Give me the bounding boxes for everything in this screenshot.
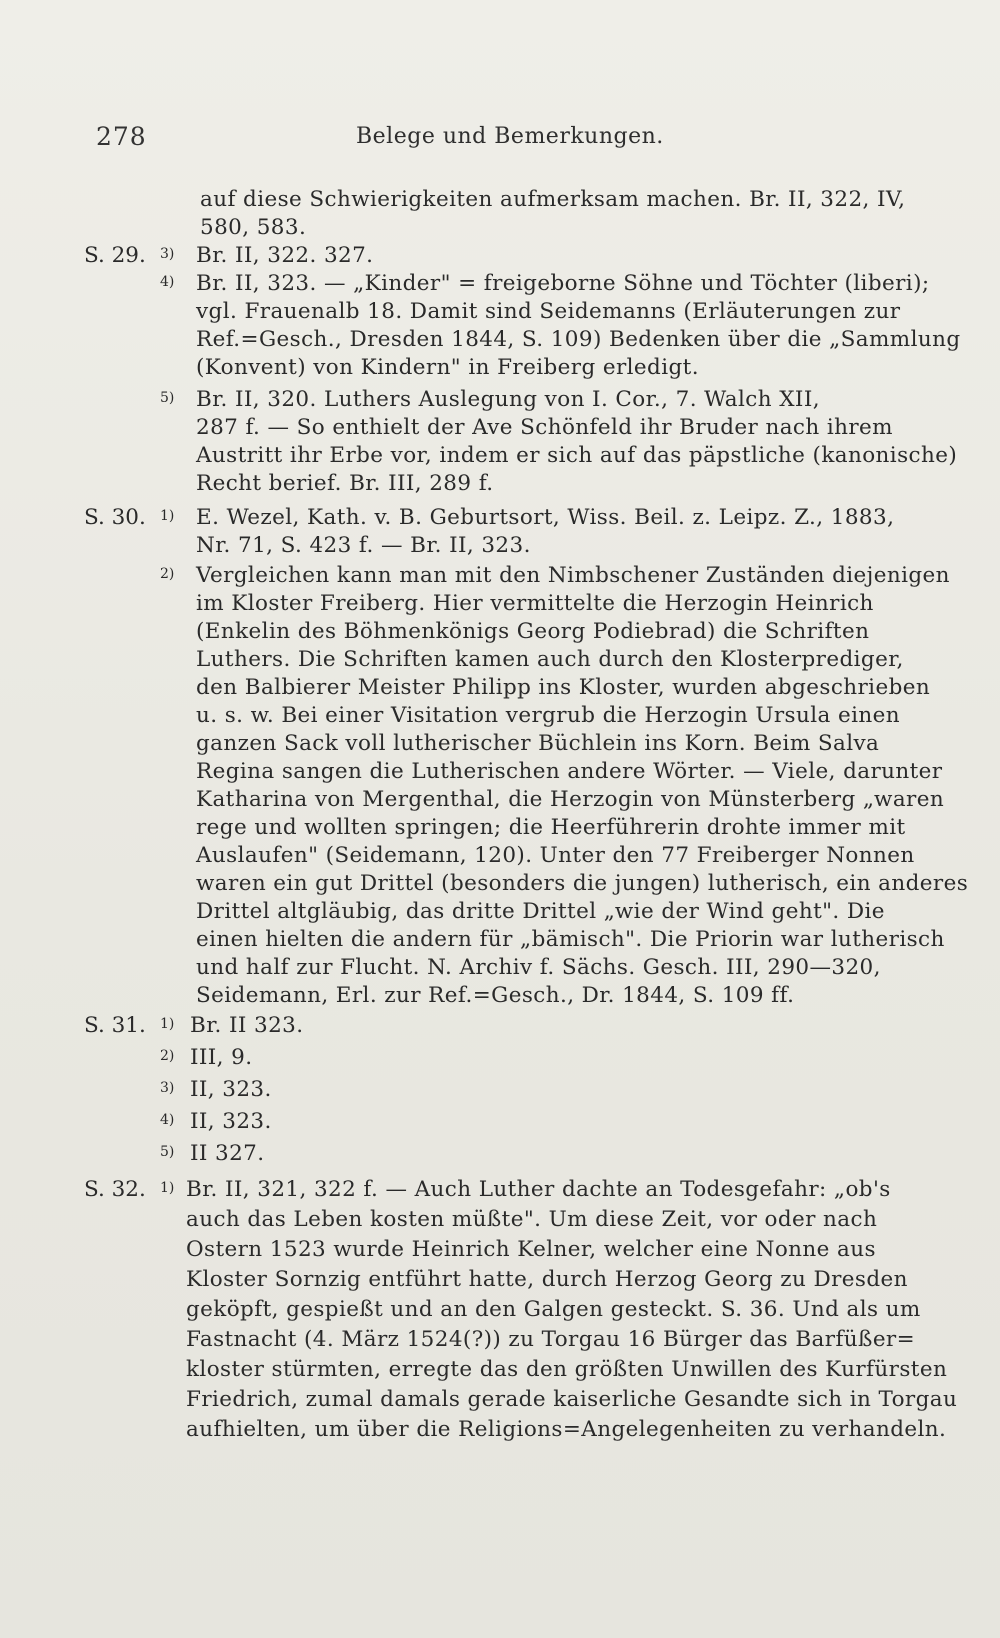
text-line: Katharina von Mergenthal, die Herzogin von Münsterberg „waren xyxy=(196,787,945,812)
text-line: aufhielten, um über die Religions=Angelegenheiten zu verhandeln. xyxy=(186,1417,947,1442)
text-line: Luthers. Die Schriften kamen auch durch den Klosterprediger, xyxy=(196,647,904,672)
page-ref: S. 31. xyxy=(84,1013,146,1038)
running-head: Belege und Bemerkungen. xyxy=(356,124,664,149)
text-line: Br. II, 321, 322 f. — Auch Luther dachte an Todesgefahr: „ob's xyxy=(186,1177,891,1202)
text-line: auch das Leben kosten müßte". Um diese Zeit, vor oder nach xyxy=(186,1207,878,1232)
text-line: Br. II 323. xyxy=(190,1013,304,1038)
text-line: 287 f. — So enthielt der Ave Schönfeld ihr Bruder nach ihrem xyxy=(196,415,893,440)
text-line: vgl. Frauenalb 18. Damit sind Seidemanns (Erläuterungen zur xyxy=(196,299,901,324)
text-line: Austritt ihr Erbe vor, indem er sich auf das päpstliche (kanonische) xyxy=(196,443,958,468)
text-line: und half zur Flucht. N. Archiv f. Sächs. Gesch. III, 290—320, xyxy=(196,955,881,980)
text-line: rege und wollten springen; die Heerführerin drohte immer mit xyxy=(196,815,906,840)
text-line: waren ein gut Drittel (besonders die jungen) lutherisch, ein anderes xyxy=(196,871,969,896)
footnote-marker: 2) xyxy=(160,1048,175,1064)
text-line: einen hielten die andern für „bämisch". Die Priorin war lutherisch xyxy=(196,927,945,952)
page-ref: S. 29. xyxy=(84,243,146,268)
text-line: II, 323. xyxy=(190,1109,272,1134)
text-line: Drittel altgläubig, das dritte Drittel „wie der Wind geht". Die xyxy=(196,899,885,924)
page-header xyxy=(96,122,886,162)
text-line: III, 9. xyxy=(190,1045,253,1070)
text-line: 580, 583. xyxy=(200,215,307,240)
footnote-marker: 3) xyxy=(160,1080,175,1096)
footnote-marker: 5) xyxy=(160,390,175,406)
text-line: kloster stürmten, erregte das den größten Unwillen des Kurfürsten xyxy=(186,1357,948,1382)
footnote-marker: 4) xyxy=(160,1112,175,1128)
text-line: Br. II, 323. — „Kinder" = freigeborne Söhne und Töchter (liberi); xyxy=(196,271,930,296)
text-line: Auslaufen" (Seidemann, 120). Unter den 77 Freiberger Nonnen xyxy=(196,843,915,868)
text-line: (Konvent) von Kindern" in Freiberg erledigt. xyxy=(196,355,699,380)
text-line: Vergleichen kann man mit den Nimbschener Zuständen diejenigen xyxy=(196,563,950,588)
text-line: geköpft, gespießt und an den Galgen gesteckt. S. 36. Und als um xyxy=(186,1297,921,1322)
footnote-marker: 4) xyxy=(160,274,175,290)
text-line: Seidemann, Erl. zur Ref.=Gesch., Dr. 1844, S. 109 ff. xyxy=(196,983,795,1008)
text-line: E. Wezel, Kath. v. B. Geburtsort, Wiss. Beil. z. Leipz. Z., 1883, xyxy=(196,505,895,530)
text-line: Kloster Sornzig entführt hatte, durch Herzog Georg zu Dresden xyxy=(186,1267,908,1292)
text-line: Ostern 1523 wurde Heinrich Kelner, welcher eine Nonne aus xyxy=(186,1237,876,1262)
text-line: Recht berief. Br. III, 289 f. xyxy=(196,471,494,496)
footnote-marker: 3) xyxy=(160,246,175,262)
text-line: II, 323. xyxy=(190,1077,272,1102)
text-line: (Enkelin des Böhmenkönigs Georg Podiebrad) die Schriften xyxy=(196,619,870,644)
footnote-marker: 1) xyxy=(160,1016,175,1032)
text-line: Fastnacht (4. März 1524(?)) zu Torgau 16 Bürger das Barfüßer= xyxy=(186,1327,916,1352)
text-line: den Balbierer Meister Philipp ins Kloster, wurden abgeschrieben xyxy=(196,675,931,700)
text-line: u. s. w. Bei einer Visitation vergrub die Herzogin Ursula einen xyxy=(196,703,900,728)
text-line: im Kloster Freiberg. Hier vermittelte die Herzogin Heinrich xyxy=(196,591,874,616)
footnote-marker: 2) xyxy=(160,566,175,582)
text-line: Friedrich, zumal damals gerade kaiserliche Gesandte sich in Torgau xyxy=(186,1387,958,1412)
text-line: Br. II, 320. Luthers Auslegung von I. Cor., 7. Walch XII, xyxy=(196,387,820,412)
text-line: ganzen Sack voll lutherischer Büchlein ins Korn. Beim Salva xyxy=(196,731,880,756)
footnote-marker: 1) xyxy=(160,1180,175,1196)
footnote-marker: 1) xyxy=(160,508,175,524)
text-line: Nr. 71, S. 423 f. — Br. II, 323. xyxy=(196,533,531,558)
text-line: Regina sangen die Lutherischen andere Wörter. — Viele, darunter xyxy=(196,759,943,784)
footnote-marker: 5) xyxy=(160,1144,175,1160)
page-number: 278 xyxy=(96,122,147,151)
text-line: II 327. xyxy=(190,1141,265,1166)
page-ref: S. 32. xyxy=(84,1177,146,1202)
text-line: auf diese Schwierigkeiten aufmerksam machen. Br. II, 322, IV, xyxy=(200,187,906,212)
text-line: Br. II, 322. 327. xyxy=(196,243,374,268)
page-ref: S. 30. xyxy=(84,505,146,530)
text-line: Ref.=Gesch., Dresden 1844, S. 109) Bedenken über die „Sammlung xyxy=(196,327,961,352)
